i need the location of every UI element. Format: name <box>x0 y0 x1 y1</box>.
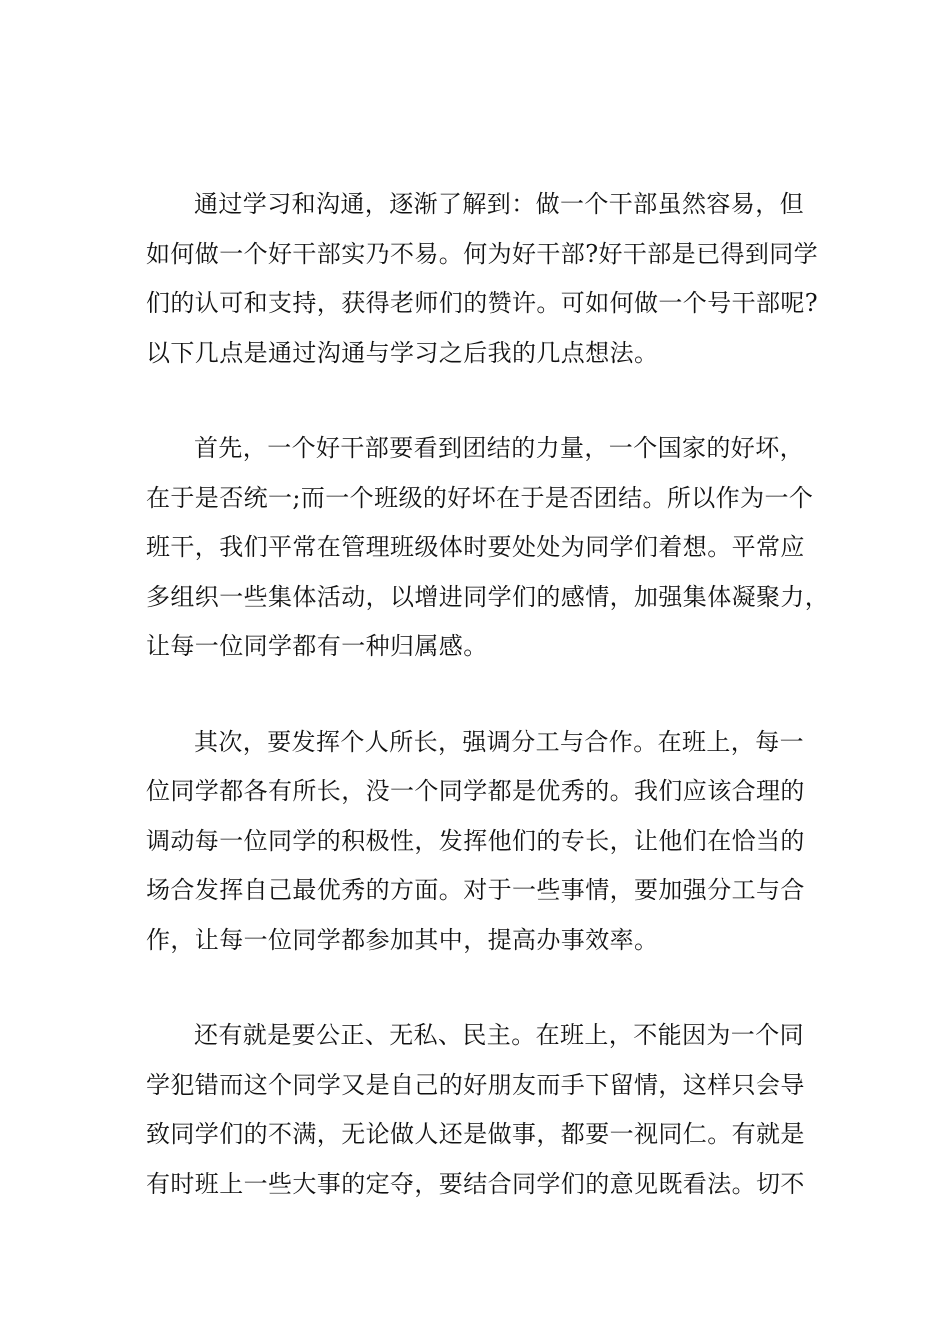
paragraph-line: 调动每一位同学的积极性，发挥他们的专长，让他们在恰当的 <box>146 826 805 855</box>
document-body <box>146 180 830 1209</box>
paragraph-line: 在于是否统一;而一个班级的好坏在于是否团结。所以作为一个 <box>146 483 814 512</box>
paragraph-line: 以下几点是通过沟通与学习之后我的几点想法。 <box>146 338 659 367</box>
paragraph-line: 学犯错而这个同学又是自己的好朋友而手下留情，这样只会导 <box>146 1070 805 1099</box>
paragraph-line: 如何做一个好干部实乃不易。何为好干部?好干部是已得到同学 <box>146 239 819 268</box>
paragraph-first-point <box>146 424 830 672</box>
paragraph-line: 班干，我们平常在管理班级体时要处处为同学们着想。平常应 <box>146 533 805 561</box>
paragraph-line: 作，让每一位同学都参加其中，提高办事效率。 <box>146 925 659 954</box>
paragraph-line: 让每一位同学都有一种归属感。 <box>146 632 488 660</box>
paragraph-intro <box>146 180 819 378</box>
paragraph-line: 其次，要发挥个人所长，强调分工与合作。在班上，每一 <box>194 727 804 756</box>
paragraph-third-point <box>146 1011 810 1209</box>
paragraph-line: 有时班上一些大事的定夺，要结合同学们的意见既看法。切不 <box>146 1169 805 1198</box>
paragraph-second-point <box>146 718 810 966</box>
paragraph-line: 还有就是要公正、无私、民主。在班上，不能因为一个同 <box>194 1021 804 1049</box>
paragraph-line: 们的认可和支持，获得老师们的赞许。可如何做一个号干部呢? <box>146 289 819 317</box>
paragraph-line: 位同学都各有所长，没一个同学都是优秀的。我们应该合理的 <box>146 777 805 805</box>
paragraph-line: 场合发挥自己最优秀的方面。对于一些事情，要加强分工与合 <box>146 876 805 904</box>
paragraph-line: 多组织一些集体活动，以增进同学们的感情，加强集体凝聚力， <box>146 582 830 611</box>
paragraph-line: 通过学习和沟通，逐渐了解到：做一个干部虽然容易，但 <box>194 190 804 218</box>
paragraph-line: 致同学们的不满，无论做人还是做事，都要一视同仁。有就是 <box>146 1120 805 1148</box>
paragraph-line: 首先，一个好干部要看到团结的力量，一个国家的好坏， <box>194 434 804 462</box>
